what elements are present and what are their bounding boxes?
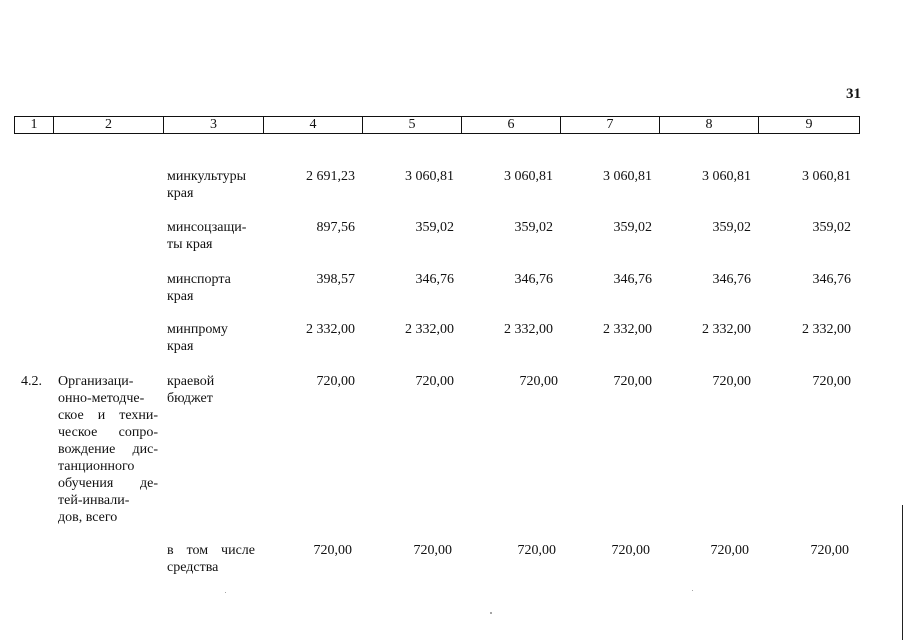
value-col-5: 720,00 bbox=[415, 374, 454, 389]
value-col-8: 720,00 bbox=[710, 543, 749, 558]
value-col-9: 3 060,81 bbox=[802, 169, 851, 184]
source-line: средства bbox=[167, 560, 219, 575]
value-col-4: 2 691,23 bbox=[306, 169, 355, 184]
source-line: минспорта bbox=[167, 272, 231, 287]
value-col-6: 359,02 bbox=[514, 220, 553, 235]
table-row-source bbox=[167, 168, 262, 202]
scan-edge-line bbox=[902, 505, 903, 640]
value-col-8: 346,76 bbox=[712, 272, 751, 287]
table-row-source bbox=[167, 271, 262, 305]
description-line: тей-инвали- bbox=[58, 493, 130, 508]
source-line: края bbox=[167, 289, 194, 304]
description-line: Организаци- bbox=[58, 374, 134, 389]
value-col-8: 359,02 bbox=[712, 220, 751, 235]
table-row-source bbox=[167, 542, 255, 576]
column-header-5: 5 bbox=[362, 117, 461, 133]
source-line: края bbox=[167, 186, 194, 201]
source-line: бюджет bbox=[167, 391, 213, 406]
value-col-7: 3 060,81 bbox=[603, 169, 652, 184]
source-line: ты края bbox=[167, 237, 213, 252]
description-line: ское и техни- bbox=[58, 408, 158, 423]
value-col-9: 359,02 bbox=[812, 220, 851, 235]
value-col-9: 720,00 bbox=[810, 543, 849, 558]
value-col-5: 2 332,00 bbox=[405, 322, 454, 337]
source-line: в том числе bbox=[167, 543, 255, 558]
column-header-4: 4 bbox=[263, 117, 362, 133]
value-col-5: 3 060,81 bbox=[405, 169, 454, 184]
table-row-source bbox=[167, 219, 262, 253]
column-header-8: 8 bbox=[659, 117, 758, 133]
source-line: края bbox=[167, 339, 194, 354]
description-line: дов, всего bbox=[58, 510, 118, 525]
description-line: танционного bbox=[58, 459, 135, 474]
description-line: ческое сопро- bbox=[58, 425, 158, 440]
scan-speck bbox=[692, 590, 693, 591]
source-line: минкультуры bbox=[167, 169, 247, 184]
description-line: обучения де- bbox=[58, 476, 158, 491]
source-line: минсоцзащи- bbox=[167, 220, 247, 235]
value-col-7: 720,00 bbox=[613, 374, 652, 389]
value-col-6: 2 332,00 bbox=[504, 322, 553, 337]
value-col-6: 346,76 bbox=[514, 272, 553, 287]
value-col-4: 897,56 bbox=[316, 220, 355, 235]
value-col-9: 720,00 bbox=[812, 374, 851, 389]
value-col-7: 346,76 bbox=[613, 272, 652, 287]
column-header-9: 9 bbox=[758, 117, 859, 133]
value-col-7: 720,00 bbox=[611, 543, 650, 558]
value-col-9: 346,76 bbox=[812, 272, 851, 287]
table-row-source bbox=[167, 321, 262, 355]
value-col-4: 2 332,00 bbox=[306, 322, 355, 337]
value-col-7: 359,02 bbox=[613, 220, 652, 235]
table-header-row bbox=[14, 116, 860, 134]
value-col-6: 720,00 bbox=[517, 543, 556, 558]
row-number: 4.2. bbox=[21, 374, 42, 389]
column-header-1: 1 bbox=[30, 117, 38, 132]
column-header-2: 2 bbox=[53, 117, 163, 133]
value-col-8: 2 332,00 bbox=[702, 322, 751, 337]
column-header-6: 6 bbox=[461, 117, 560, 133]
value-col-4: 720,00 bbox=[316, 374, 355, 389]
table-row-source bbox=[167, 373, 262, 407]
value-col-5: 346,76 bbox=[415, 272, 454, 287]
value-col-8: 3 060,81 bbox=[702, 169, 751, 184]
row-description bbox=[58, 373, 158, 526]
source-line: краевой bbox=[167, 374, 215, 389]
column-header-7: 7 bbox=[560, 117, 659, 133]
value-col-8: 720,00 bbox=[712, 374, 751, 389]
page-number: 31 bbox=[846, 86, 861, 102]
value-col-6: 3 060,81 bbox=[504, 169, 553, 184]
value-col-5: 359,02 bbox=[415, 220, 454, 235]
value-col-5: 720,00 bbox=[413, 543, 452, 558]
value-col-6: 720,00 bbox=[519, 374, 558, 389]
description-line: онно-методче- bbox=[58, 391, 145, 406]
value-col-7: 2 332,00 bbox=[603, 322, 652, 337]
value-col-4: 720,00 bbox=[313, 543, 352, 558]
column-header-3: 3 bbox=[163, 117, 263, 133]
source-line: минпрому bbox=[167, 322, 228, 337]
scan-speck bbox=[225, 592, 226, 593]
description-line: вождение дис- bbox=[58, 442, 158, 457]
value-col-9: 2 332,00 bbox=[802, 322, 851, 337]
scan-speck bbox=[490, 612, 492, 614]
value-col-4: 398,57 bbox=[316, 272, 355, 287]
